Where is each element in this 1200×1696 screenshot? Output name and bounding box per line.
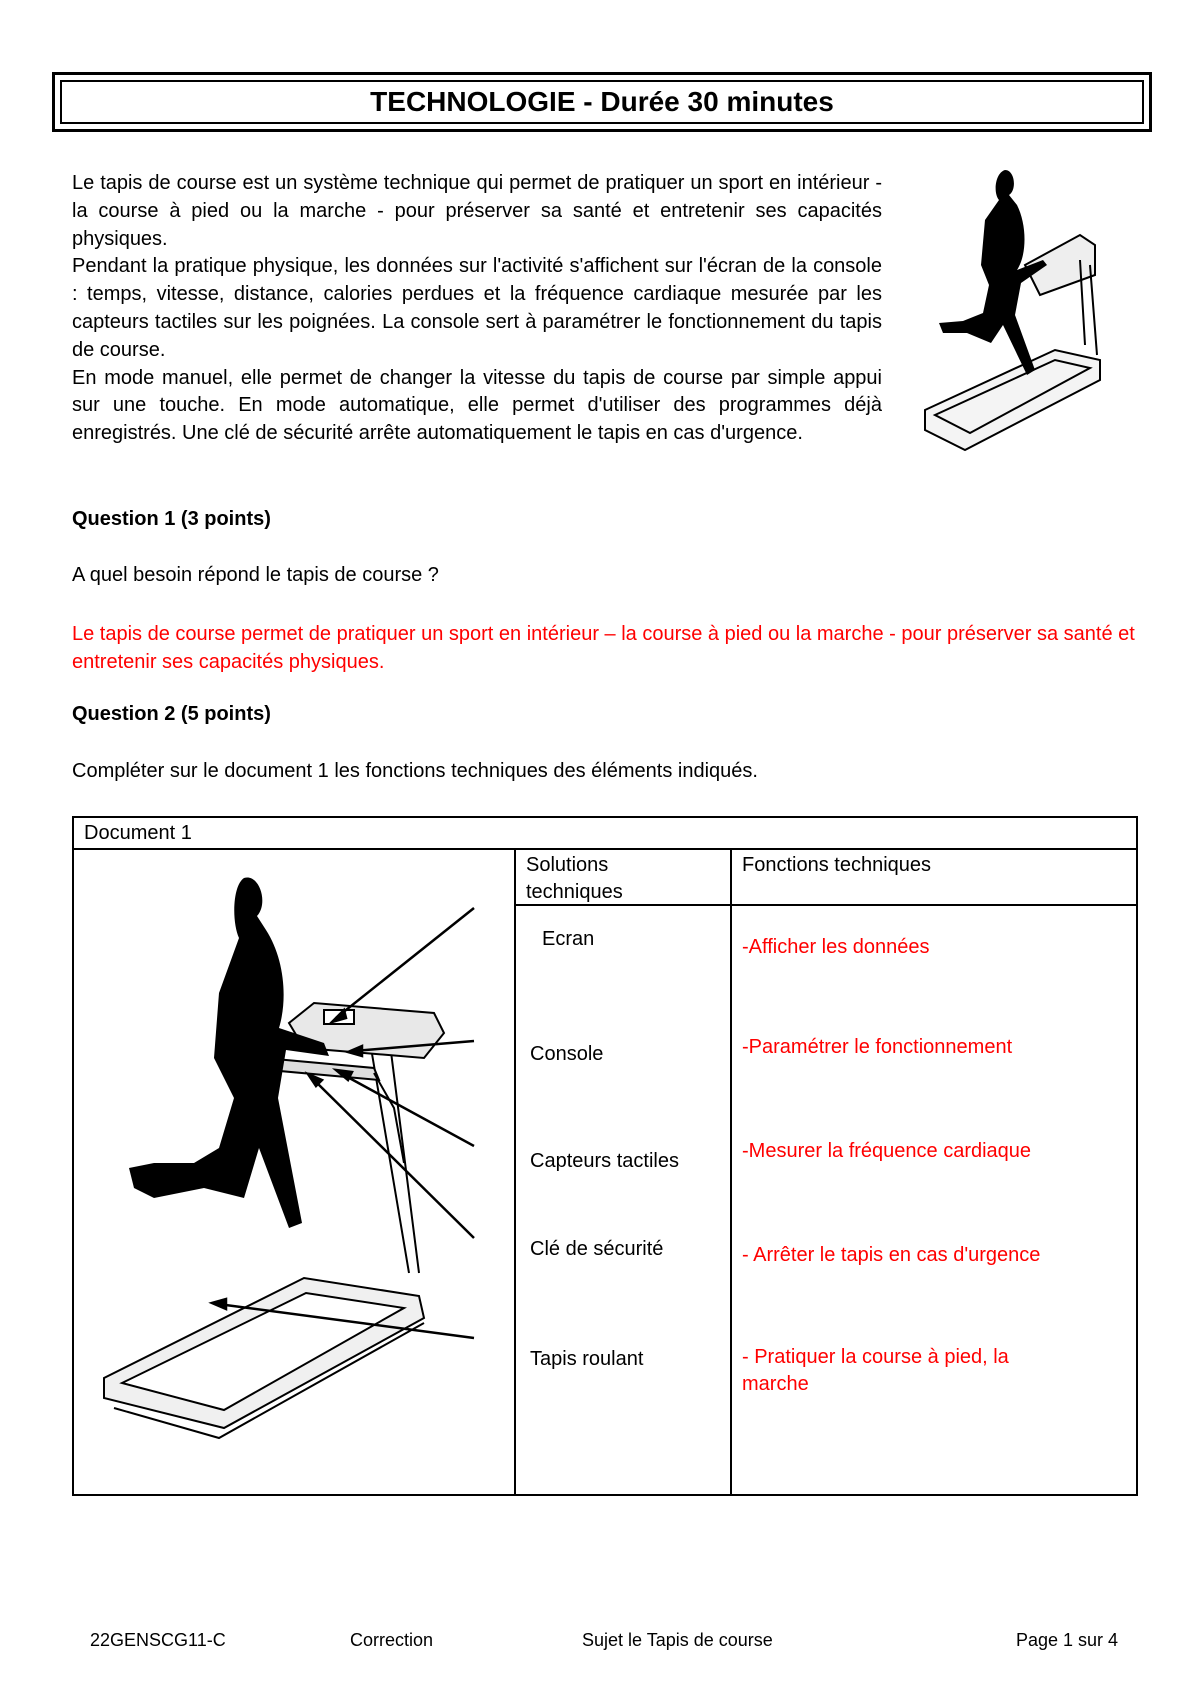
solution-console: Console [530, 1043, 604, 1065]
header-solutions-line2: techniques [526, 881, 623, 903]
function-tapis [742, 1344, 1009, 1398]
intro-paragraph-2: Pendant la pratique physique, les données sur l'activité s'affichent sur l'écran de la console : temps, vitesse, distance, calories perdues et la fréquence cardiaque mesurée par les capteurs tactiles sur les poignées. La console sert à paramétrer le fonctionnement du tapis de course. [72, 255, 882, 361]
footer-type: Correction [350, 1630, 434, 1650]
header-solutions [526, 852, 623, 906]
solution-tapis: Tapis roulant [530, 1348, 644, 1370]
solution-capteurs: Capteurs tactiles [530, 1150, 679, 1172]
solution-ecran: Ecran [542, 928, 595, 950]
document-1-table [72, 816, 1138, 1496]
treadmill-runner-illustration-small [905, 165, 1105, 465]
header-functions: Fonctions techniques [742, 854, 932, 876]
intro-text [72, 170, 882, 448]
function-cle: - Arrêter le tapis en cas d'urgence [742, 1244, 1041, 1266]
title-box [52, 72, 1152, 132]
header-solutions-line1: Solutions [526, 854, 609, 876]
question-1-title: Question 1 (3 points) [72, 508, 271, 530]
question-1-text: A quel besoin répond le tapis de course ? [72, 564, 439, 586]
page-title: TECHNOLOGIE - Durée 30 minutes [60, 80, 1144, 124]
function-console: -Paramétrer le fonctionnement [742, 1036, 1013, 1058]
footer-subject: Sujet le Tapis de course [582, 1630, 773, 1650]
function-tapis-line2: marche [742, 1373, 809, 1395]
question-1-answer: Le tapis de course permet de pratiquer un sport en intérieur – la course à pied ou la marche - pour préserver sa santé et entretenir ses capacités physiques. [72, 623, 1135, 673]
question-2-title: Question 2 (5 points) [72, 703, 271, 725]
function-capteurs: -Mesurer la fréquence cardiaque [742, 1140, 1032, 1162]
question-2-text: Compléter sur le document 1 les fonctions techniques des éléments indiqués. [72, 760, 758, 782]
document-1-title: Document 1 [84, 822, 192, 844]
solution-cle: Clé de sécurité [530, 1238, 664, 1260]
function-ecran: -Afficher les données [742, 936, 930, 958]
function-tapis-line1: - Pratiquer la course à pied, la [742, 1346, 1009, 1368]
footer-code: 22GENSCG11-C [90, 1630, 226, 1650]
footer-page: Page 1 sur 4 [1016, 1630, 1119, 1650]
intro-paragraph-3: En mode manuel, elle permet de changer la vitesse du tapis de course par simple appui sur une touche. En mode automatique, elle permet d'utiliser des programmes déjà enregistrés. Une clé de sécurité arrête automatiquement le tapis en cas d'urgence. [72, 366, 882, 445]
intro-paragraph-1: Le tapis de course est un système technique qui permet de pratiquer un sport en intérieur - la course à pied ou la marche - pour préserver sa santé et entretenir ses capacités physiques. [72, 172, 882, 250]
